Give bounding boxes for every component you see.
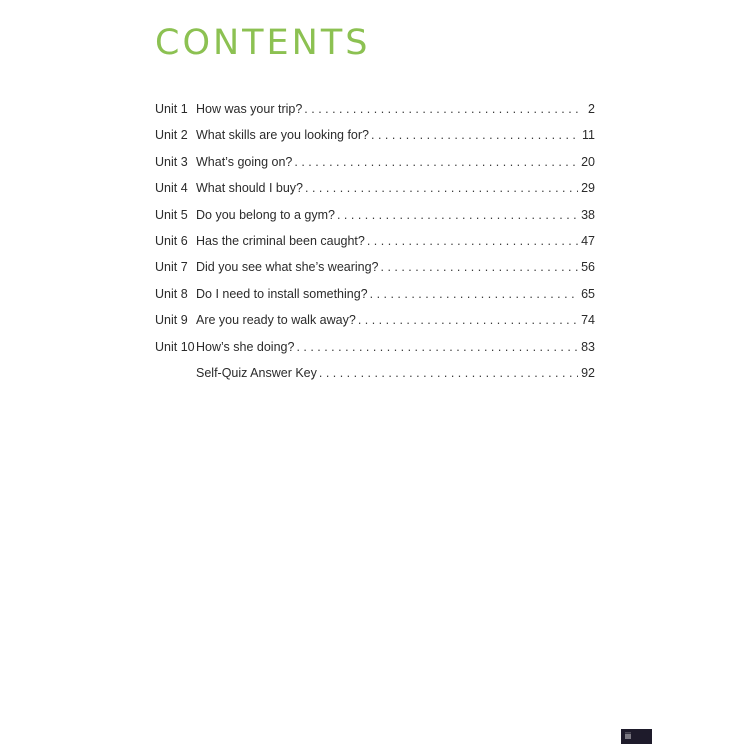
toc-unit-label: Unit 4	[155, 181, 188, 196]
toc-title: What’s going on?	[196, 154, 293, 169]
toc-title: What should I buy?	[196, 181, 304, 196]
toc-page-number: 92	[581, 365, 595, 380]
toc-entry[interactable]	[155, 99, 595, 125]
table-of-contents	[155, 99, 595, 389]
toc-page-number: 47	[581, 233, 595, 248]
toc-page-number: 38	[581, 207, 595, 222]
toc-dot-leader	[296, 337, 578, 357]
page-number: iii	[625, 731, 631, 741]
toc-title: Has the criminal been caught?	[196, 233, 365, 248]
toc-unit-label: Unit 1	[155, 102, 188, 116]
toc-unit-label: Unit 8	[155, 286, 188, 301]
toc-entry[interactable]	[155, 257, 595, 283]
toc-unit-label: Unit 7	[155, 260, 188, 275]
toc-title: What skills are you looking for?	[196, 128, 369, 143]
toc-title: Do I need to install something?	[196, 286, 368, 301]
toc-title: Self-Quiz Answer Key	[196, 365, 317, 380]
toc-title: Did you see what she’s wearing?	[196, 260, 379, 275]
toc-title: How was your trip?	[196, 102, 303, 116]
toc-dot-leader	[305, 178, 578, 198]
toc-dot-leader	[294, 152, 578, 172]
toc-dot-leader	[381, 257, 578, 277]
toc-unit-label: Unit 3	[155, 154, 188, 169]
toc-page-number: 74	[581, 313, 595, 328]
contents-heading: CONTENTS	[155, 23, 371, 63]
toc-dot-leader	[367, 231, 578, 251]
toc-entry[interactable]	[155, 363, 595, 389]
toc-page-number: 65	[581, 286, 595, 301]
toc-title: Are you ready to walk away?	[196, 313, 356, 328]
toc-unit-label: Unit 9	[155, 313, 188, 328]
toc-page-number: 20	[581, 154, 595, 169]
toc-page-number: 29	[581, 181, 595, 196]
toc-entry[interactable]	[155, 337, 595, 363]
toc-entry[interactable]	[155, 125, 595, 151]
toc-page-number: 11	[582, 128, 595, 143]
toc-unit-label: Unit 5	[155, 207, 188, 222]
toc-dot-leader	[371, 125, 578, 145]
toc-page-number: 83	[581, 339, 595, 354]
toc-entry[interactable]	[155, 310, 595, 336]
toc-page-number: 2	[588, 102, 595, 116]
toc-entry[interactable]	[155, 152, 595, 178]
toc-unit-label: Unit 6	[155, 233, 188, 248]
toc-dot-leader	[304, 99, 578, 119]
toc-page-number: 56	[581, 260, 595, 275]
toc-dot-leader	[370, 284, 578, 304]
toc-title: Do you belong to a gym?	[196, 207, 335, 222]
toc-entry[interactable]	[155, 231, 595, 257]
toc-unit-label: Unit 2	[155, 128, 188, 143]
toc-entry[interactable]	[155, 178, 595, 204]
toc-dot-leader	[319, 363, 578, 383]
toc-unit-label: Unit 10	[155, 339, 195, 354]
toc-entry[interactable]	[155, 205, 595, 231]
toc-dot-leader	[337, 205, 578, 225]
toc-entry[interactable]	[155, 284, 595, 310]
toc-dot-leader	[358, 310, 578, 330]
toc-title: How’s she doing?	[196, 339, 295, 354]
